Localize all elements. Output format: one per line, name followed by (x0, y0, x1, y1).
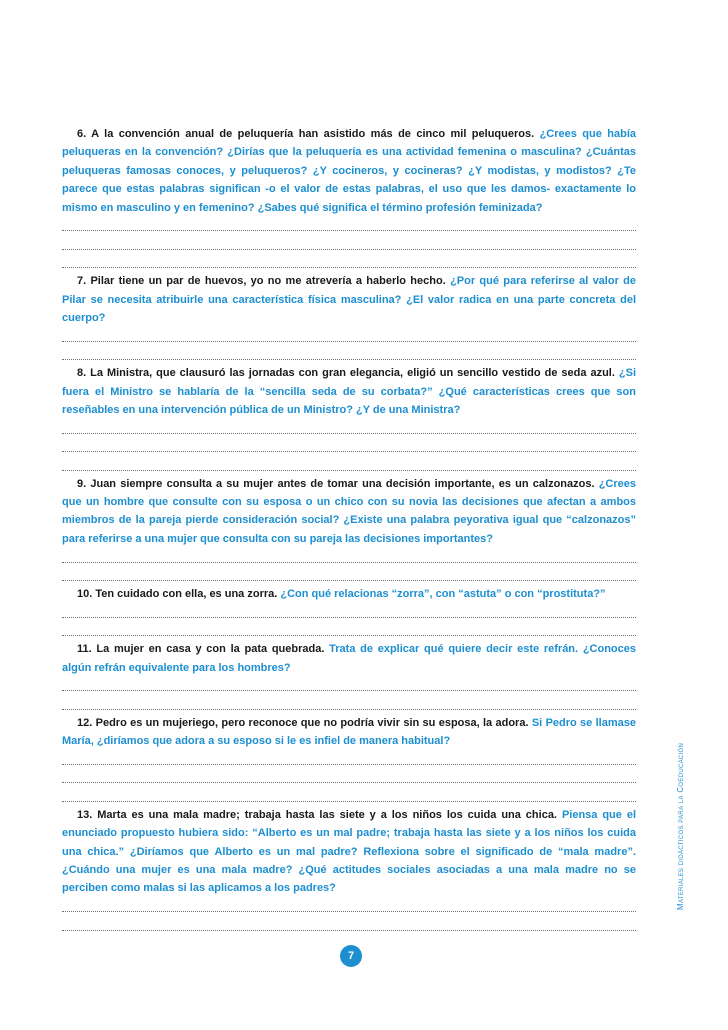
question-prompt-continued: do propuesto hubiera sido: “Alberto es un mal padre; trabaja hasta las siete y a los niños los cuida una chica.” ¿Diríamos que Alberto es un mal padre? Reflexiona sobre el significado de “mala madre”. ¿Cuándo una mujer es una mala madre? ¿Qué actitudes sociales asociadas a una mala madre no se perciben como malas si las aplicamos a los padres? (62, 827, 636, 895)
paragraph-indent (62, 367, 77, 379)
answer-line[interactable] (62, 419, 636, 437)
question-prompt-continued: se necesita atribuirle una característica física masculina? ¿El valor radica en una parte concreta del cuerpo? (62, 293, 636, 325)
answer-line[interactable] (62, 254, 636, 272)
question-prompt: ¿Crees que un (62, 477, 636, 508)
question-prompt: ¿Crees que había peluque (62, 128, 636, 159)
exercise-question (62, 585, 636, 603)
question-prompt-continued: ras en la convención? ¿Dirías que la peluquería es una actividad femenina o masculina? ¿Cuántas peluqueras famosas conoces, y peluqueros? ¿Y cocineros, y cocineras? ¿Y modistas, y modistos? ¿Te parece que estas palabras significan -o el valor de estas palabras, el uso que les damos- exactamente lo mismo en masculino y en femenino? ¿Sabes qué significa el término profesión feminizada? (62, 146, 636, 214)
exercise-question (62, 475, 636, 549)
paragraph-indent (62, 588, 77, 600)
exercise-question (62, 640, 636, 677)
answer-line[interactable] (62, 916, 636, 934)
question-prompt: ¿Por qué para referirse al valor de Pilar (62, 275, 636, 306)
paragraph-indent (62, 643, 77, 655)
answer-line[interactable] (62, 751, 636, 769)
answer-line[interactable] (62, 438, 636, 456)
paragraph-indent (62, 275, 77, 287)
answer-line[interactable] (62, 622, 636, 640)
question-prompt-continued: María, ¿diríamos que adora a su esposo si le es infiel de manera habitual? (62, 735, 451, 748)
question-statement: 6. A la convención anual de peluquería han asistido más de cinco mil peluqueros. (77, 128, 535, 140)
paragraph-indent (62, 717, 77, 729)
answer-line[interactable] (62, 327, 636, 345)
answer-line[interactable] (62, 769, 636, 787)
question-prompt: ¿Si (618, 367, 637, 380)
exercise-list (62, 125, 636, 935)
question-statement: 13. Marta es una mala madre; trabaja hasta las siete y a los niños los cuida una chica. (77, 808, 557, 821)
answer-line[interactable] (62, 235, 636, 253)
question-prompt: Si Pedro se llamase (531, 716, 636, 729)
question-statement: 7. Pilar tiene un par de huevos, yo no me atrevería a haberlo hecho. (77, 275, 446, 288)
page-number: 7 (340, 945, 362, 967)
question-statement: 11. La mujer en casa y con la pata quebrada. (77, 643, 325, 656)
paragraph-indent (62, 128, 77, 140)
question-prompt: Trata de explicar qué quiere decir este refrán. ¿Conoces algún (62, 643, 636, 674)
answer-line[interactable] (62, 677, 636, 695)
answer-line[interactable] (62, 346, 636, 364)
answer-line[interactable] (62, 548, 636, 566)
answer-line[interactable] (62, 456, 636, 474)
question-statement: 12. Pedro es un mujeriego, pero reconoce que no podría vivir sin su esposa, la adora. (77, 716, 529, 729)
exercise-question (62, 364, 636, 419)
question-statement: 9. Juan siempre consulta a su mujer antes de tomar una decisión importante, es un calzonazos. (77, 477, 595, 490)
exercise-question (62, 272, 636, 327)
answer-line[interactable] (62, 217, 636, 235)
question-prompt-continued: hombre que consulte con su esposa o un chico con su novia las decisiones que afectan a ambos miembros de la pareja pierde consideración social? ¿Existe una palabra peyorativa igual que “calzonazos” para referirse a una mujer que consulta con su pareja las decisiones importantes? (62, 496, 636, 545)
paragraph-indent (62, 478, 77, 490)
question-prompt-continued: fuera el Ministro se hablaría de la “sencilla seda de su corbata?” ¿Qué características crees que son reseñables en una intervención pública de un Ministro? ¿Y de una Ministra? (62, 385, 636, 417)
answer-line[interactable] (62, 787, 636, 805)
answer-line[interactable] (62, 603, 636, 621)
paragraph-indent (62, 809, 77, 821)
question-statement: 10. Ten cuidado con ella, es una zorra. (77, 588, 278, 600)
exercise-question (62, 125, 636, 217)
side-series-title: Materiales didácticos para la Coeducación (676, 742, 685, 910)
answer-line[interactable] (62, 898, 636, 916)
question-prompt-continued: refrán equivalente para los hombres? (94, 661, 291, 674)
question-prompt: ¿Con qué relacionas “zorra”, con “astuta” o con “prostituta?” (280, 588, 606, 600)
question-prompt: Piensa que el enuncia (62, 808, 636, 840)
answer-line[interactable] (62, 567, 636, 585)
question-statement: 8. La Ministra, que clausuró las jornadas con gran elegancia, eligió un sencillo vestido de seda azul. (77, 367, 615, 380)
answer-line[interactable] (62, 695, 636, 713)
exercise-question (62, 714, 636, 751)
exercise-question (62, 806, 636, 898)
